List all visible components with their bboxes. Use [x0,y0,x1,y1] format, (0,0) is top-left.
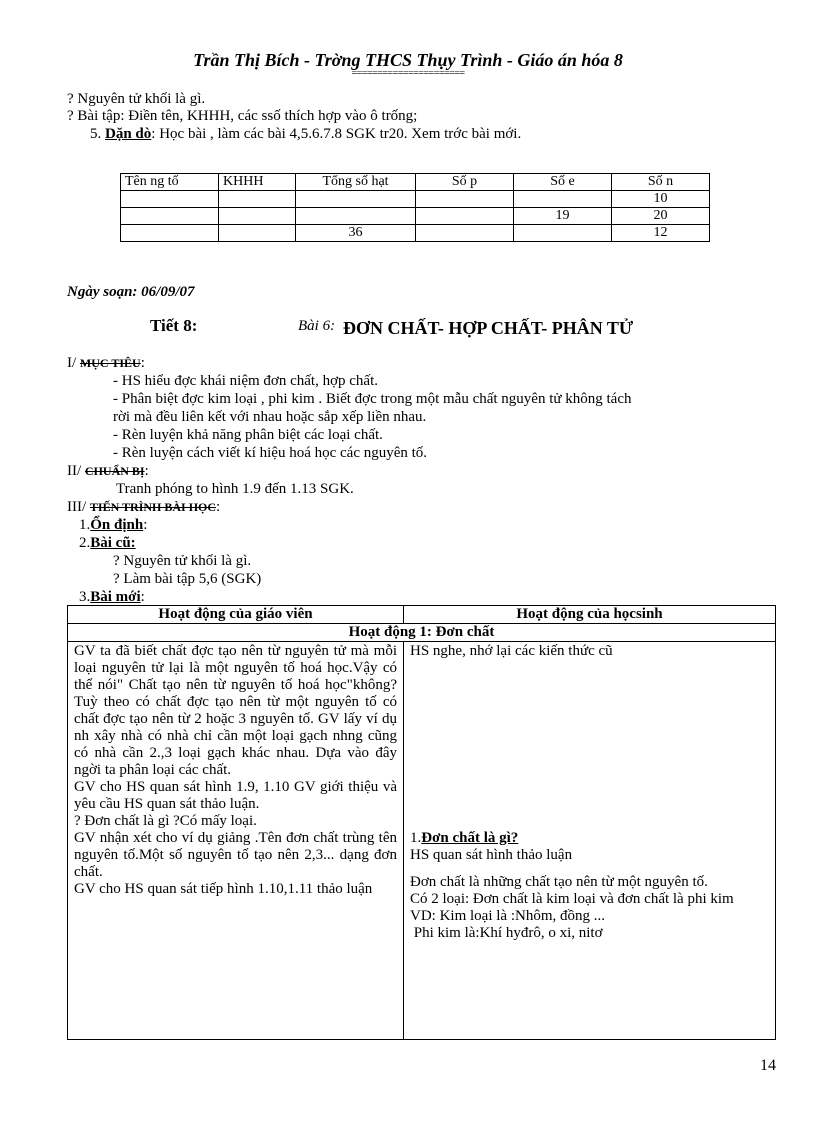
teacher-paragraph: ? Đơn chất là gì ?Có mấy loại. [74,813,257,829]
step-stabilize [79,517,147,534]
colon: : [216,499,221,515]
activity-table [67,605,776,1040]
student-line: VD: Kim loại là :Nhôm, đồng ... [410,908,605,924]
step-old-lesson [79,535,136,552]
objective-line: - Rèn luyện khả năng phân biệt các loại chất. [113,427,383,443]
section-label: MỤC TIÊU [79,356,141,370]
page-header: Trần Thị Bích - Trờng THCS Thụy Trình - Giáo án hóa 8 [193,50,623,70]
student-subheading [410,830,769,847]
teacher-paragraph: GV cho HS quan sát tiếp hình 1.10,1.11 thảo luận [74,881,373,897]
exercise-question: ? Bài tập: Điền tên, KHHH, các ssố thích hợp vào ô trống; [67,108,418,124]
table-cell [416,208,514,225]
student-line: Có 2 loại: Đơn chất là kim loại và đơn chất là phi kim [410,891,734,907]
table-cell [121,191,219,208]
header-cell: KHHH [219,174,296,191]
table-cell [514,225,612,242]
table-row [121,191,710,208]
section-objectives-heading [67,355,145,372]
lesson-number: Tiết 8: [150,316,198,335]
prep-date: Ngày soạn: 06/09/07 [67,284,195,300]
header-cell: Số p [416,174,514,191]
table-cell [416,191,514,208]
table-cell [514,191,612,208]
objective-line: - HS hiểu đợc khái niệm đơn chất, hợp chất. [113,373,378,389]
homework-line [90,126,521,143]
review-question-1: ? Nguyên tử khối là gì. [67,91,206,107]
table-row [121,225,710,242]
student-line: HS quan sát hình thảo luận [410,847,573,863]
table-cell [296,208,416,225]
teacher-cell [68,642,404,1040]
homework-text: : Học bài , làm các bài 4,5.6.7.8 SGK tr20. Xem trớc bài mới. [151,126,522,142]
header-rule: ====================== [351,68,465,79]
table-cell [219,208,296,225]
colon: : [140,355,145,371]
activity-title: Hoạt động 1: Đơn chất [68,624,776,642]
step-number: 2. [79,535,91,551]
table-cell: 10 [612,191,710,208]
table-cell [219,225,296,242]
table-header-row [121,174,710,191]
header-teacher: Hoạt động của giáo viên [68,606,404,624]
old-lesson-question: ? Nguyên tử khối là gì. [113,553,252,569]
step-label: Bài mới [90,589,141,605]
section-label: TIẾN TRÌNH BÀI HỌC [89,500,217,514]
table-cell: 19 [514,208,612,225]
table-header-row [68,606,776,624]
header-cell: Số n [612,174,710,191]
step-label: Ổn định [90,517,144,533]
colon: : [144,463,149,479]
table-cell: 12 [612,225,710,242]
lesson-chapter: Bài 6: [298,318,336,334]
section-prefix: III/ [67,499,87,515]
colon: : [143,517,148,533]
table-cell [416,225,514,242]
section-process-heading [67,499,220,516]
teacher-paragraph: GV ta đã biết chất đợc tạo nên từ nguyên tử mà mỗi loại nguyên tử lại là một nguyên tố hoá học.Vậy có thể nói" Chất tạo nên từ nguyên tố hoá học"không?Tuỳ theo có chất đợc tạo nên từ một nguyên tố có chất đợc tạo nên từ 2 hoặc 3 nguyên tố. GV lấy ví dụ nh xây nhà có nhà chỉ cần một loại gạch nhng cũng có nhà cần 2.,3 loại gạch khác nhau. Dựa vào đây ngời ta phân loại các chất. [74,643,397,778]
activity-row [68,624,776,642]
header-cell: Số e [514,174,612,191]
header-student: Hoạt động của họcsinh [404,606,776,624]
table-cell [219,191,296,208]
section-label: CHUẨN BỊ [84,464,145,478]
student-line: Đơn chất là những chất tạo nên từ một nguyên tố. [410,874,708,890]
header-cell: Tên ng tố [121,174,219,191]
objective-line: - Phân biệt đợc kim loại , phi kim . Biết đợc trong một mẫu chất nguyên tử không tách [113,391,632,407]
step-label: Bài cũ: [90,535,136,551]
element-table [120,173,710,242]
table-row [121,208,710,225]
preparation-line: Tranh phóng to hình 1.9 đến 1.13 SGK. [116,481,354,497]
old-lesson-question: ? Làm bài tập 5,6 (SGK) [113,571,262,587]
table-row [68,642,776,1040]
table-cell [121,208,219,225]
subheading-label: Đơn chất là gì? [421,830,519,846]
step-new-lesson [79,589,145,606]
section-prefix: I/ [67,355,77,371]
table-cell [296,191,416,208]
step-number: 3. [79,589,91,605]
page-number: 14 [760,1057,776,1074]
table-cell [121,225,219,242]
student-line: Phi kim là:Khí hyđrô, o xi, nitơ [410,925,603,941]
table-cell: 36 [296,225,416,242]
table-cell: 20 [612,208,710,225]
objective-line: - Rèn luyện cách viết kí hiệu hoá học các nguyên tố. [113,445,428,461]
section-preparation-heading [67,463,149,480]
item-number: 5. [90,126,102,142]
colon: : [140,589,145,605]
header-cell: Tổng số hạt [296,174,416,191]
teacher-paragraph: GV nhận xét cho ví dụ giảng .Tên đơn chất trùng tên nguyên tố.Một số nguyên tố tạo nên 2,3... dạng đơn chất. [74,830,397,880]
lesson-title: ĐƠN CHẤT- HỢP CHẤT- PHÂN TỬ [343,318,634,338]
section-prefix: II/ [67,463,82,479]
teacher-paragraph: GV cho HS quan sát hình 1.9, 1.10 GV giới thiệu và yêu cầu HS quan sát thảo luận. [74,779,397,812]
student-cell [404,642,776,1040]
step-number: 1. [79,517,91,533]
subheading-number: 1. [410,830,422,846]
student-line: HS nghe, nhớ lại các kiến thức cũ [410,643,613,659]
homework-label: Dặn dò [105,126,152,142]
objective-line: rời mà đều liên kết với nhau hoặc sắp xếp liền nhau. [113,409,427,425]
